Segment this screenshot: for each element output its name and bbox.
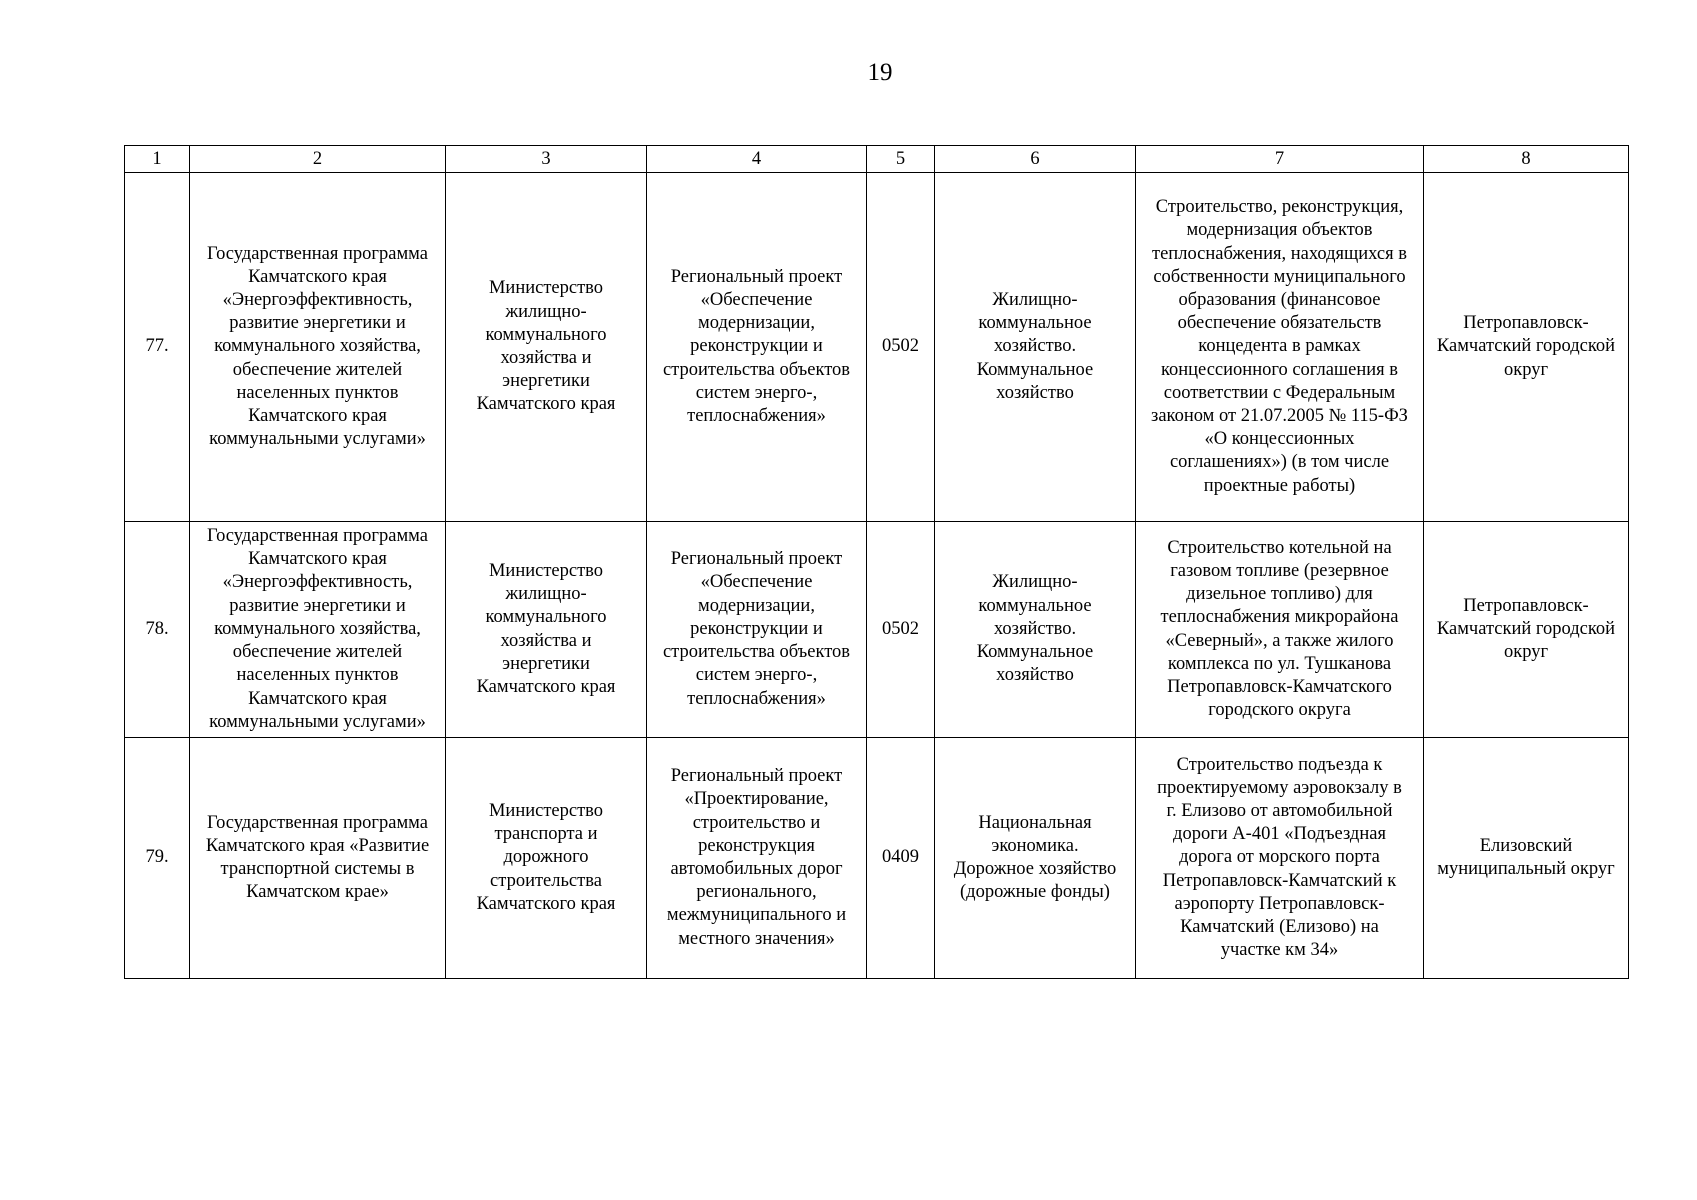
code-cell: 0409 — [867, 738, 935, 979]
program-cell: Государственная программа Камчатского края «Развитие транспортной системы в Камчатском крае» — [190, 738, 446, 979]
column-header: 3 — [446, 146, 647, 173]
code-cell: 0502 — [867, 173, 935, 522]
table-row — [125, 173, 1629, 522]
column-header: 5 — [867, 146, 935, 173]
section-cell: Национальная экономика. Дорожное хозяйство (дорожные фонды) — [935, 738, 1136, 979]
objects-table — [124, 145, 1629, 979]
project-cell: Региональный проект «Проектирование, строительство и реконструкция автомобильных дорог регионального, межмуниципального и местного значения» — [647, 738, 867, 979]
row-number-cell: 77. — [125, 173, 190, 522]
ministry-cell: Министерство транспорта и дорожного строительства Камчатского края — [446, 738, 647, 979]
program-cell: Государственная программа Камчатского края «Энергоэффективность, развитие энергетики и коммунального хозяйства, обеспечение жителей населенных пунктов Камчатского края коммунальными услугами» — [190, 173, 446, 522]
table-row — [125, 738, 1629, 979]
table-row — [125, 522, 1629, 738]
program-cell: Государственная программа Камчатского края «Энергоэффективность, развитие энергетики и коммунального хозяйства, обеспечение жителей населенных пунктов Камчатского края коммунальными услугами» — [190, 522, 446, 738]
ministry-cell: Министерство жилищно- коммунального хозяйства и энергетики Камчатского края — [446, 173, 647, 522]
municipality-cell: Петропавловск- Камчатский городской округ — [1424, 173, 1629, 522]
column-header: 2 — [190, 146, 446, 173]
table-header-row — [125, 146, 1629, 173]
section-cell: Жилищно- коммунальное хозяйство. Коммунальное хозяйство — [935, 522, 1136, 738]
ministry-cell: Министерство жилищно- коммунального хозяйства и энергетики Камчатского края — [446, 522, 647, 738]
column-header: 1 — [125, 146, 190, 173]
column-header: 4 — [647, 146, 867, 173]
page-number: 19 — [867, 59, 893, 86]
project-cell: Региональный проект «Обеспечение модернизации, реконструкции и строительства объектов систем энерго-, теплоснабжения» — [647, 522, 867, 738]
row-number-cell: 78. — [125, 522, 190, 738]
municipality-cell: Петропавловск- Камчатский городской округ — [1424, 522, 1629, 738]
object-cell: Строительство подъезда к проектируемому аэровокзалу в г. Елизово от автомобильной дороги А-401 «Подъездная дорога от морского порта Петропавловск-Камчатский к аэропорту Петропавловск- Камчатский (Елизово) на участке км 34» — [1136, 738, 1424, 979]
row-number-cell: 79. — [125, 738, 190, 979]
column-header: 8 — [1424, 146, 1629, 173]
column-header: 7 — [1136, 146, 1424, 173]
object-cell: Строительство, реконструкция, модернизация объектов теплоснабжения, находящихся в собственности муниципального образования (финансовое обеспечение обязательств концедента в рамках концессионного соглашения в соответствии с Федеральным законом от 21.07.2005 № 115-ФЗ «О концессионных соглашениях») (в том числе проектные работы) — [1136, 173, 1424, 522]
municipality-cell: Елизовский муниципальный округ — [1424, 738, 1629, 979]
section-cell: Жилищно- коммунальное хозяйство. Коммунальное хозяйство — [935, 173, 1136, 522]
column-header: 6 — [935, 146, 1136, 173]
code-cell: 0502 — [867, 522, 935, 738]
object-cell: Строительство котельной на газовом топливе (резервное дизельное топливо) для теплоснабжения микрорайона «Северный», а также жилого комплекса по ул. Тушканова Петропавловск-Камчатского городского округа — [1136, 522, 1424, 738]
project-cell: Региональный проект «Обеспечение модернизации, реконструкции и строительства объектов систем энерго-, теплоснабжения» — [647, 173, 867, 522]
